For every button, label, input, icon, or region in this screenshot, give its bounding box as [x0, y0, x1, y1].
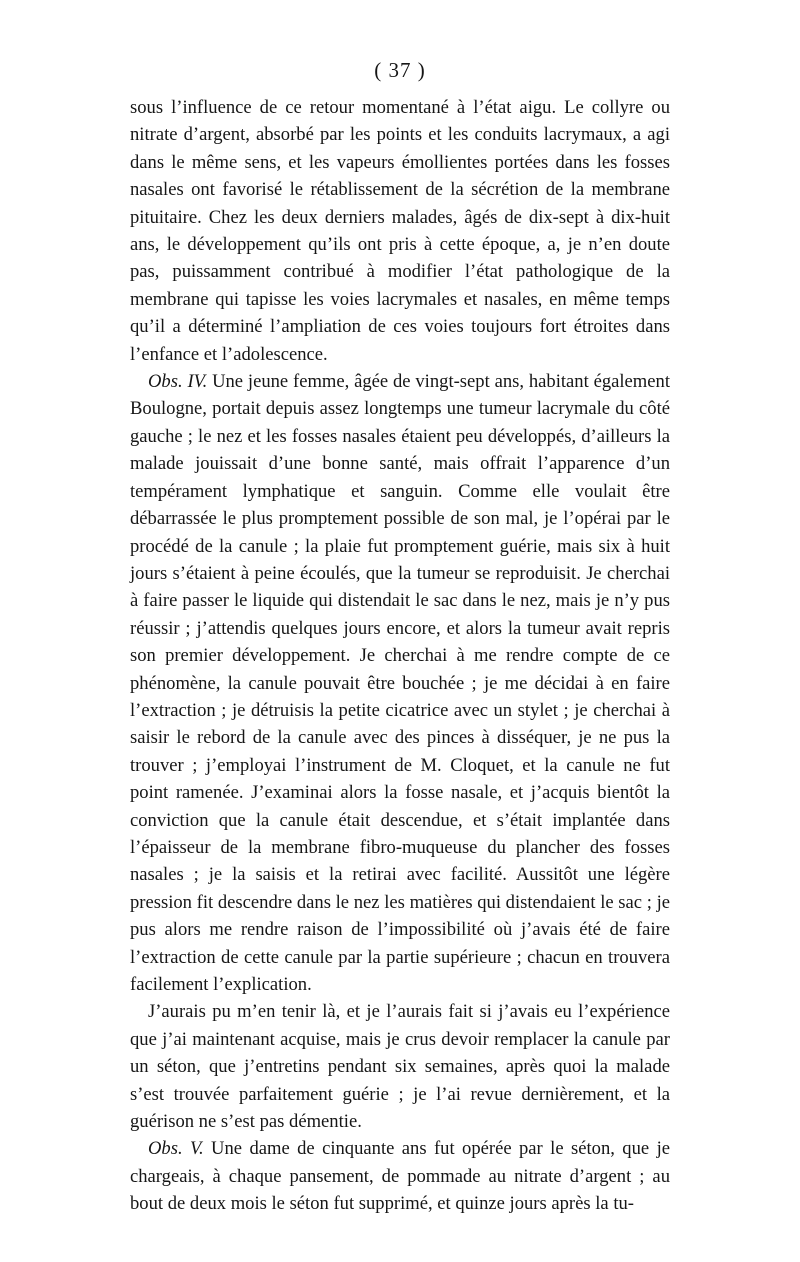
- obs-v-text: Une dame de cinquante ans fut opérée par le séton, que je chargeais, à chaque pansement, de pommade au nitrate d’argent ; au bout de deux mois le séton fut supprimé, et quinze jours après la tu-: [130, 1138, 670, 1215]
- obs-iv-text: Une jeune femme, âgée de vingt-sept ans, habitant également Boulogne, portait depuis assez longtemps une tumeur lacrymale du côté gauche ; le nez et les fosses nasales étaient peu développés, d’ailleurs la malade jouissait d’une bonne santé, mais offrait l’apparence d’un tempérament lymphatique et sanguin. Comme elle voulait être débarrassée le plus promptement possible de son mal, je l’opérai par le procédé de la canule ; la plaie fut promptement guérie, mais six à huit jours s’étaient à peine écoulés, que la tumeur se reproduisit. Je cherchai à faire passer le liquide qui distendait le sac dans le nez, mais je n’y pus réussir ; j’attendis quelques jours encore, et alors la tumeur avait repris son premier développement. Je cherchai à me rendre compte de ce phénomène, la canule pouvait être bouchée ; je me décidai à en faire l’extraction ; je détruisis la petite cicatrice avec un stylet ; je cherchai à saisir le rebord de la canule avec des pinces à disséquer, je ne pus la trouver ; j’employai l’instrument de M. Cloquet, et la canule ne fut point ramenée. J’examinai alors la fosse nasale, et j’acquis bientôt la conviction que la canule était descendue, et s’était implantée dans l’épaisseur de la membrane fibro-muqueuse du plancher des fosses nasales ; je la saisis et la retirai avec facilité. Aussitôt une légère pression fit descendre dans le nez les matières qui distendaient le sac ; je pus alors me rendre raison de l’impossibilité où j’avais été de faire l’extraction de cette canule par la partie supérieure ; chacun en trouvera facilement l’explication.: [130, 371, 670, 995]
- paragraph-obs-v: [130, 1135, 670, 1217]
- body-text: [130, 94, 670, 1218]
- paragraph-obs-iv: [130, 368, 670, 998]
- page-number: ( 37 ): [374, 58, 426, 82]
- paragraph-seton: J’aurais pu m’en tenir là, et je l’aurais fait si j’avais eu l’expérience que j’ai maintenant acquise, mais je crus devoir remplacer la canule par un séton, que j’entretins pendant six semaines, après quoi la malade s’est trouvée parfaitement guérie ; je l’ai revue dernièrement, et la guérison ne s’est pas démentie.: [130, 1001, 670, 1133]
- obs-v-label: Obs. V.: [148, 1138, 204, 1160]
- paragraph-continuation: sous l’influence de ce retour momentané à l’état aigu. Le collyre ou nitrate d’argent, absorbé par les points et les conduits lacrymaux, a agi dans le même sens, et les vapeurs émollientes portées dans les fosses nasales ont favorisé le rétablissement de la sécrétion de la membrane pituitaire. Chez les deux derniers malades, âgés de dix-sept à dix-huit ans, le développement qu’ils ont pris à cette époque, a, je n’en doute pas, puissamment contribué à modifier l’état pathologique de la membrane qui tapisse les voies lacrymales et nasales, en même temps qu’il a déterminé l’ampliation de ces voies toujours fort étroites dans l’enfance et l’adolescence.: [130, 97, 670, 365]
- obs-iv-label: Obs. IV.: [148, 371, 208, 393]
